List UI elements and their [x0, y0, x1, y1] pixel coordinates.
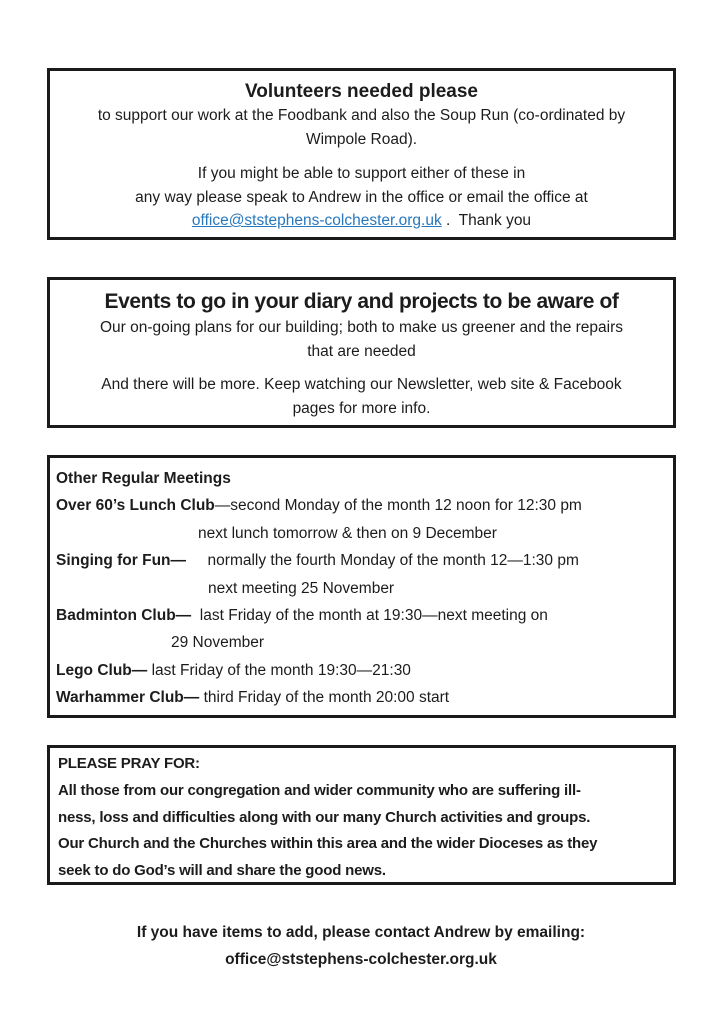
meeting-continuation: next meeting 25 November	[208, 579, 395, 597]
volunteers-text-line: any way please speak to Andrew in the office or email the office at	[135, 188, 588, 206]
events-text-line: that are needed	[307, 342, 416, 360]
pray-text-line: All those from our congregation and wider community who are suffering ill-	[58, 781, 581, 799]
meetings-box	[47, 455, 676, 718]
meeting-continuation: next lunch tomorrow & then on 9 December	[198, 524, 497, 542]
meeting-detail: third Friday of the month 20:00 start	[199, 689, 450, 707]
volunteers-text-line: If you might be able to support either of these in	[197, 165, 526, 182]
email-suffix-text: . Thank you	[441, 212, 532, 229]
volunteers-text-line: Wimpole Road).	[305, 130, 418, 148]
meeting-item-singing	[56, 547, 665, 574]
volunteers-title: Volunteers needed please	[244, 81, 478, 102]
pray-text-line: seek to do God’s will and share the good news.	[58, 862, 386, 880]
meeting-item-lego	[56, 657, 665, 684]
footer-note	[0, 919, 722, 973]
events-text-line: pages for more info.	[292, 399, 431, 417]
events-text-line: Our on-going plans for our building; both to make us greener and the repairs	[99, 319, 623, 336]
meeting-detail: normally the fourth Monday of the month 12—1:30 pm	[186, 552, 579, 570]
pray-text-line: Our Church and the Churches within this area and the wider Dioceses as they	[58, 835, 598, 853]
meeting-item-badminton	[56, 602, 665, 629]
pray-box	[47, 745, 676, 885]
meeting-name: Lego Club—	[56, 661, 148, 679]
meeting-detail: last Friday of the month at 19:30—next meeting on	[191, 607, 548, 625]
meeting-item-warhammer	[56, 684, 665, 711]
meetings-heading: Other Regular Meetings	[56, 470, 231, 487]
meeting-name: Over 60’s Lunch Club	[56, 497, 215, 515]
meeting-name: Badminton Club—	[56, 607, 192, 625]
events-title: Events to go in your diary and projects to be aware of	[104, 290, 619, 313]
volunteers-email-line	[50, 209, 673, 233]
footer-contact-line: If you have items to add, please contact Andrew by emailing:	[136, 924, 586, 941]
meeting-detail: last Friday of the month 19:30—21:30	[147, 661, 411, 679]
events-box	[47, 277, 676, 428]
meeting-continuation: 29 November	[171, 634, 265, 652]
pray-heading: PLEASE PRAY FOR:	[58, 755, 200, 772]
footer-email-text: office@ststephens-colchester.org.uk	[225, 951, 497, 968]
pray-text-line: ness, loss and difficulties along with our many Church activities and groups.	[58, 808, 591, 826]
volunteers-text-line: to support our work at the Foodbank and also the Soup Run (co-ordinated by	[97, 107, 626, 124]
meeting-detail: —second Monday of the month 12 noon for 12:30 pm	[214, 497, 582, 515]
meeting-name: Singing for Fun—	[56, 552, 187, 570]
events-text-line: And there will be more. Keep watching our Newsletter, web site & Facebook	[101, 376, 622, 393]
meeting-name: Warhammer Club—	[56, 689, 200, 707]
volunteers-box	[47, 68, 676, 240]
office-email-link[interactable]: office@ststephens-colchester.org.uk	[191, 212, 442, 229]
meeting-item-lunch-club	[56, 492, 665, 519]
